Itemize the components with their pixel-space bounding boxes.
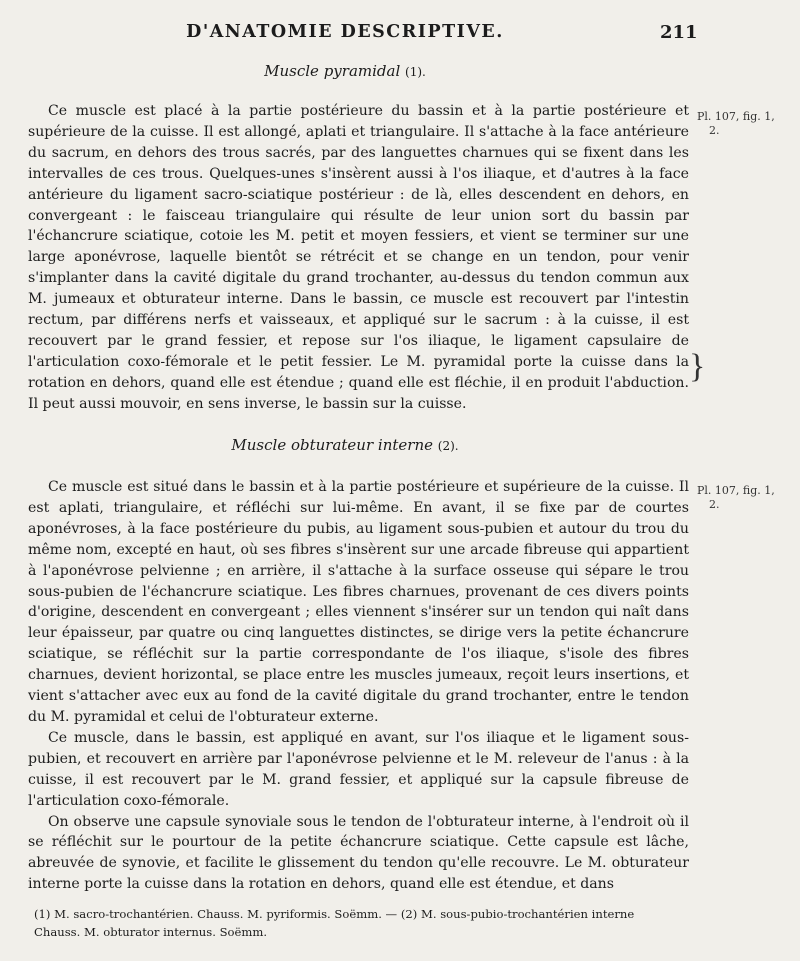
brace-mark: } [689, 348, 706, 385]
footnote-line: Chauss. M. obturator internus. Soëmm. [34, 925, 268, 939]
running-header: D'ANATOMIE DESCRIPTIVE. [186, 22, 504, 42]
margin-note-line: 2. [709, 498, 720, 511]
paragraph: Ce muscle est placé à la partie postérieure du bassin et à la partie postérieure et supérieure de la cuisse. Il est allongé, aplati et triangulaire. Il s'attache à la face antérieure du sacrum, en dehors des trous sacrés, par des languettes charnues qui se fixent dans les intervalles de ces trous. Quelques-unes s'insèrent aussi à l'os iliaque, et d'autres à la face antérieure du ligament sacro-sciatique postérieur : de là, elles descendent en dehors, en convergeant : le faisceau triangulaire qui résulte de leur union sort du bassin par l'échancrure sciatique, cotoie les M. petit et moyen fessiers, et vient se terminer sur une large aponévrose, laquelle bientôt se rétrécit et se change en un tendon, pour venir s'implanter dans la cavité digitale du grand trochanter, au-dessus du tendon commun aux M. jumeaux et obturateur interne. Dans le bassin, ce muscle est recouvert par l'intestin rectum, par différens nerfs et vaisseaux, et appliqué sur le sacrum : à la cuisse, il est recouvert par le grand fessier, et repose sur l'os iliaque, le ligament capsulaire de l'articulation coxo-fémorale et le petit fessier. Le M. pyramidal porte la cuisse dans la rotation en dehors, quand elle est étendue ; quand elle est fléchie, il en produit l'abduction. Il peut aussi mouvoir, en sens inverse, le bassin sur la cuisse. [28, 103, 689, 412]
footnote-ref: (1). [405, 65, 426, 79]
margin-note-line: Pl. 107, fig. 1, [697, 110, 775, 123]
paragraph: Ce muscle, dans le bassin, est appliqué en avant, sur l'os iliaque et le ligament sous-pubien, et recouvert en arrière par l'aponévrose pelvienne et le M. releveur de l'anus : à la cuisse, il est recouvert par le M. grand fessier, et appliqué sur la capsule fibreuse de l'articulation coxo-fémorale. [28, 729, 689, 809]
section-body-obturateur [28, 477, 689, 895]
paragraph: On observe une capsule synoviale sous le tendon de l'obturateur interne, à l'endroit où il se réfléchit sur le pourtour de la petite échancrure sciatique. Cette capsule est lâche, abreuvée de synovie, et facilite le glissement du tendon qu'elle recouvre. Le M. obturateur interne porte la cuisse dans la rotation en dehors, quand elle est étendue, et dans [28, 813, 689, 893]
section-heading-text: Muscle obturateur interne [231, 436, 433, 454]
footnote-ref: (2). [437, 439, 459, 453]
margin-note-obturateur [697, 484, 797, 512]
margin-note-line: Pl. 107, fig. 1, [697, 484, 775, 497]
page-number: 211 [660, 22, 698, 43]
section-heading-text: Muscle pyramidal [264, 62, 401, 80]
section-heading-obturateur [0, 436, 690, 454]
paragraph: Ce muscle est situé dans le bassin et à la partie postérieure et supérieure de la cuisse. Il est aplati, triangulaire, et réfléchi sur lui-même. En avant, il se fixe par de courtes aponévroses, à la face postérieure du pubis, au ligament sous-pubien et autour du trou du même nom, excepté en haut, où ses fibres s'insèrent sur une arcade fibreuse qui appartient à l'aponévrose pelvienne ; en arrière, il s'attache à la surface osseuse qui sépare le trou sous-pubien de l'échancrure sciatique. Les fibres charnues, provenant de ces divers points d'origine, descendent en convergeant ; elles viennent s'insérer sur un tendon qui naît dans leur épaisseur, par quatre ou cinq languettes distinctes, se dirige vers la petite échancrure sciatique, se réfléchit sur la partie correspondante de l'os iliaque, s'isole des fibres charnues, devient horizontal, se place entre les muscles jumeaux, reçoit leurs insertions, et vient s'attacher avec eux au fond de la cavité digitale du grand trochanter, entre le tendon du M. pyramidal et celui de l'obturateur externe. [28, 479, 689, 725]
margin-note-pyramidal [697, 110, 797, 138]
section-body-pyramidal [28, 101, 689, 415]
section-heading-pyramidal [0, 62, 690, 80]
margin-note-line: 2. [709, 124, 720, 137]
footnotes [34, 905, 694, 941]
footnote-line: (1) M. sacro-trochantérien. Chauss. M. pyriformis. Soëmm. — (2) M. sous-pubio-trochantérien interne [34, 907, 635, 921]
